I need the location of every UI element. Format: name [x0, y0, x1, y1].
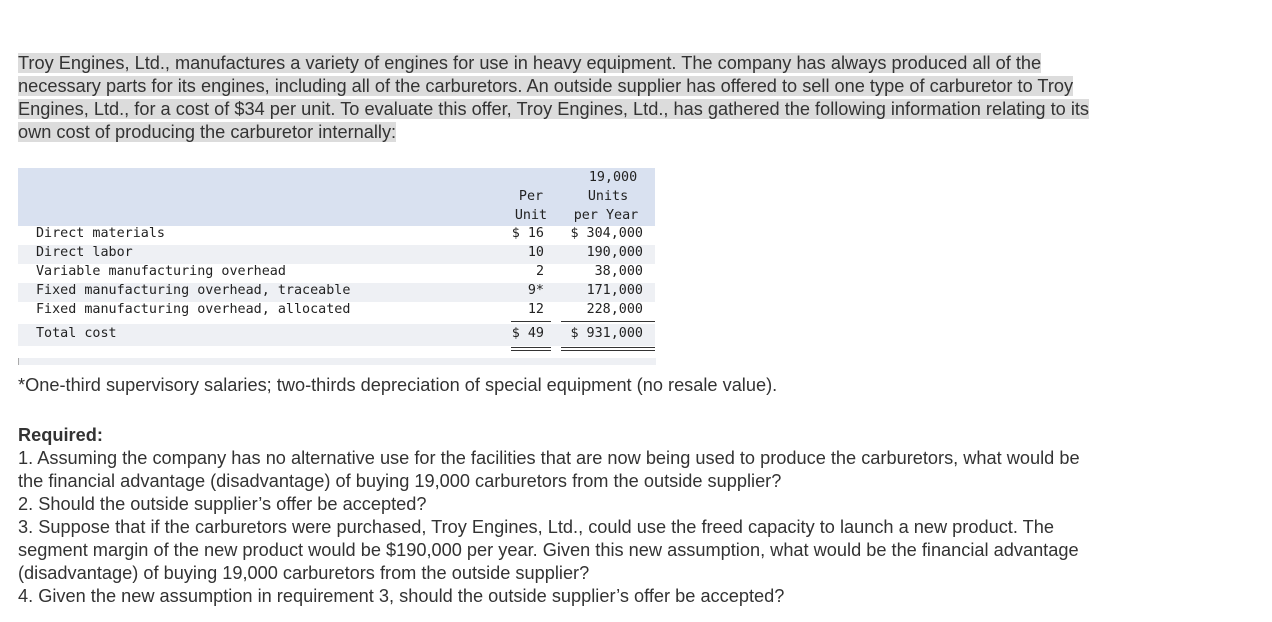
intro-line: Engines, Ltd., for a cost of $34 per unit. To evaluate this offer, Troy Engines, Ltd., has gathered the following information relating to its: [18, 99, 1090, 119]
header-year-line3: per Year: [573, 208, 639, 223]
table-header-background: [18, 168, 655, 226]
row-unit-cost: $ 16: [511, 226, 544, 241]
table-row: [18, 245, 655, 264]
subtotal-rule-year: [561, 321, 655, 322]
row-unit-cost: 9*: [527, 283, 544, 298]
subtotal-rule-unit: [511, 321, 551, 322]
footnote: *One-third supervisory salaries; two-thirds depreciation of special equipment (no resale value).: [18, 375, 778, 395]
table-bottom-bar: [18, 358, 656, 365]
header-unit-line2: Unit: [514, 208, 548, 223]
intro-line: necessary parts for its engines, including all of the carburetors. An outside supplier has offered to sell one type of carburetor to Troy: [18, 76, 1074, 96]
header-unit-line1: Per: [518, 189, 544, 204]
table-row: [18, 283, 655, 302]
intro-line: own cost of producing the carburetor internally:: [18, 122, 397, 142]
intro-line: Troy Engines, Ltd., manufactures a variety of engines for use in heavy equipment. The company has always produced all of the: [18, 53, 1042, 73]
intro-paragraph: [18, 52, 1178, 144]
row-label: Direct labor: [36, 245, 133, 260]
required-line: (disadvantage) of buying 19,000 carburetors from the outside supplier?: [18, 563, 590, 583]
table-row: [18, 226, 655, 245]
row-year-cost: $ 304,000: [570, 226, 643, 241]
table-row: [18, 264, 655, 283]
total-double-rule-year: [561, 347, 655, 351]
row-unit-cost: 2: [535, 264, 544, 279]
total-unit-cost: $ 49: [511, 326, 544, 341]
row-unit-cost: 10: [527, 245, 544, 260]
total-double-rule-unit: [511, 347, 551, 351]
row-label: Variable manufacturing overhead: [36, 264, 286, 279]
row-year-cost: 190,000: [586, 245, 643, 260]
total-row: [18, 324, 655, 346]
row-label: Direct materials: [36, 226, 165, 241]
required-line: the financial advantage (disadvantage) of buying 19,000 carburetors from the outside supplier?: [18, 471, 782, 491]
required-line: 2. Should the outside supplier’s offer be accepted?: [18, 494, 427, 514]
row-year-cost: 171,000: [586, 283, 643, 298]
cost-table: [18, 168, 655, 354]
header-year-line2: Units: [587, 189, 629, 204]
total-label: Total cost: [36, 326, 117, 341]
row-unit-cost: 12: [527, 302, 544, 317]
table-row: [18, 302, 655, 321]
required-line: segment margin of the new product would be $190,000 per year. Given this new assumption, what would be the financial advantage: [18, 540, 1079, 560]
header-year-line1: 19,000: [588, 170, 638, 185]
required-line: 1. Assuming the company has no alternative use for the facilities that are now being used to produce the carburetors, what would be: [18, 448, 1080, 468]
row-label: Fixed manufacturing overhead, allocated: [36, 302, 351, 317]
row-year-cost: 228,000: [586, 302, 643, 317]
required-title: Required:: [18, 425, 103, 445]
total-year-cost: $ 931,000: [570, 326, 643, 341]
row-year-cost: 38,000: [594, 264, 643, 279]
row-label: Fixed manufacturing overhead, traceable: [36, 283, 351, 298]
required-section: [18, 424, 1188, 608]
required-line: 4. Given the new assumption in requirement 3, should the outside supplier’s offer be accepted?: [18, 586, 785, 606]
required-line: 3. Suppose that if the carburetors were purchased, Troy Engines, Ltd., could use the freed capacity to launch a new product. The: [18, 517, 1054, 537]
